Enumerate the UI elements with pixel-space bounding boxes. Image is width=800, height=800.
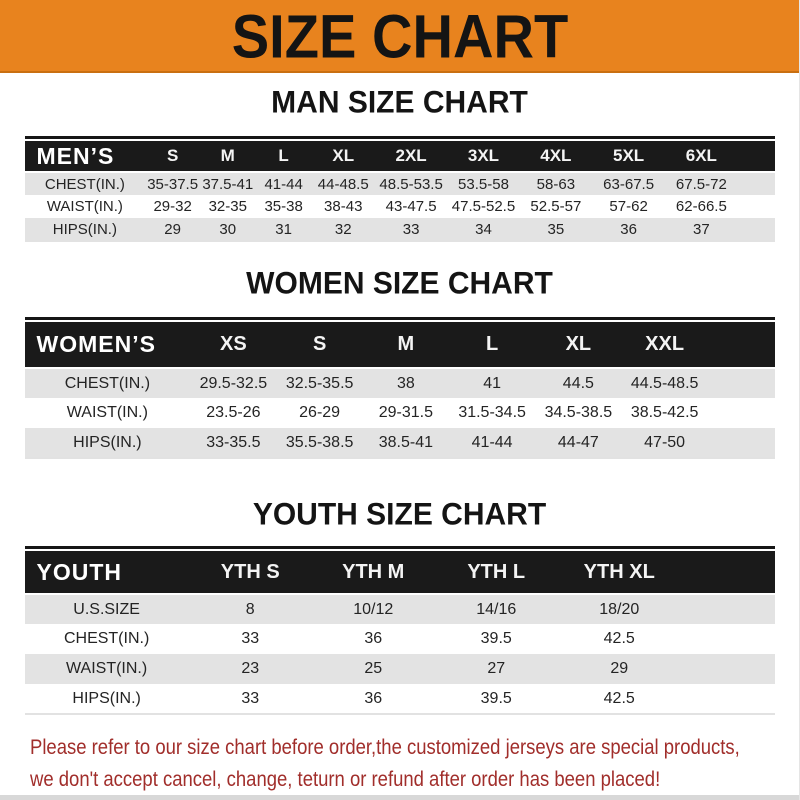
size-cell: 25 [364, 660, 383, 677]
column-header: XL [312, 141, 375, 172]
row-label: WAIST(IN.) [66, 404, 148, 421]
column-header: XXL [622, 322, 708, 368]
column-header: XS [190, 322, 276, 368]
size-cell: 35.5-38.5 [285, 433, 354, 451]
table-topline [25, 136, 775, 139]
heading-youth-size-chart: YOUTH SIZE CHART [252, 497, 547, 532]
size-cell: 30 [219, 220, 237, 238]
size-cell: 33 [241, 689, 260, 707]
women-size-table-wrap [25, 317, 775, 459]
column-header: M [200, 141, 256, 172]
size-cell: 62-66.5 [675, 198, 727, 215]
spacer-cell [708, 398, 775, 428]
spacer-cell [738, 195, 775, 218]
table-row [25, 684, 775, 714]
table-topline [25, 317, 775, 320]
bottom-strip [0, 795, 799, 800]
banner [0, 0, 799, 73]
spacer-cell [708, 368, 775, 398]
size-cell: 38.5-41 [378, 433, 433, 451]
size-cell: 48.5-53.5 [379, 175, 443, 193]
size-cell: 29 [164, 220, 181, 238]
row-label: HIPS(IN.) [73, 433, 142, 451]
size-cell: 39.5 [480, 630, 512, 647]
table-row [25, 654, 775, 684]
page-title: SIZE CHART [231, 0, 568, 71]
column-header: 4XL [519, 141, 592, 172]
size-cell: 29-31.5 [378, 404, 433, 421]
men-size-table [25, 141, 775, 242]
column-header: L [449, 322, 535, 368]
size-cell: 38.5-42.5 [630, 404, 699, 421]
size-cell: 36 [364, 630, 383, 647]
size-cell: 26-29 [299, 404, 341, 421]
heading-man-size-chart: MAN SIZE CHART [271, 85, 528, 120]
column-header: 6XL [665, 141, 738, 172]
size-cell: 44.5-48.5 [630, 374, 699, 392]
heading-women-size-chart: WOMEN SIZE CHART [246, 266, 553, 301]
table-title-cell: YOUTH [25, 551, 189, 594]
size-cell: 44-47 [557, 433, 599, 451]
spacer-cell [681, 624, 775, 654]
men-size-table-wrap [25, 136, 775, 242]
table-row [25, 428, 775, 458]
spacer-cell [708, 428, 775, 458]
footer-note [30, 732, 799, 796]
size-cell: 53.5-58 [458, 175, 509, 193]
size-cell: 8 [245, 600, 255, 618]
table-row [25, 624, 775, 654]
size-cell: 67.5-72 [675, 175, 727, 193]
size-cell: 18/20 [599, 600, 640, 618]
row-label: WAIST(IN.) [66, 660, 148, 677]
footer-line-2: we don't accept cancel, change, teturn or refund after order has been placed! [30, 768, 661, 791]
spacer-cell [681, 684, 775, 714]
size-cell: 29-32 [153, 198, 192, 215]
spacer-cell [681, 551, 775, 594]
size-cell: 33 [241, 630, 260, 647]
spacer-cell [738, 141, 775, 172]
size-cell: 63-67.5 [603, 175, 655, 193]
table-row [25, 172, 775, 195]
size-cell: 31 [275, 220, 292, 238]
size-cell: 38 [396, 374, 415, 392]
spacer-cell [708, 322, 775, 368]
size-cell: 23.5-26 [206, 404, 261, 421]
column-header: YTH S [189, 551, 312, 594]
size-cell: 37.5-41 [202, 175, 254, 193]
size-cell: 36 [364, 689, 383, 707]
size-cell: 44-48.5 [317, 175, 369, 193]
size-cell: 32-35 [208, 198, 247, 215]
size-cell: 43-47.5 [385, 198, 437, 215]
size-cell: 36 [620, 220, 637, 238]
column-header: YTH M [312, 551, 435, 594]
size-cell: 14/16 [476, 600, 517, 618]
size-cell: 41-44 [471, 433, 513, 451]
column-header: XL [535, 322, 621, 368]
size-cell: 32.5-35.5 [285, 374, 354, 392]
size-cell: 37 [693, 220, 710, 238]
size-cell: 35-37.5 [147, 175, 199, 193]
size-cell: 10/12 [353, 600, 394, 618]
size-cell: 34 [475, 220, 492, 238]
women-size-table [25, 322, 775, 459]
women-header-row [25, 322, 775, 368]
column-header: M [363, 322, 449, 368]
row-label: HIPS(IN.) [52, 220, 117, 238]
table-row [25, 195, 775, 218]
column-header: 3XL [447, 141, 519, 172]
size-cell: 42.5 [603, 630, 635, 647]
size-cell: 41-44 [264, 175, 303, 193]
table-row [25, 218, 775, 241]
size-cell: 29 [610, 660, 629, 677]
size-cell: 27 [487, 660, 506, 677]
column-header: S [145, 141, 200, 172]
youth-size-table-wrap [25, 546, 775, 715]
table-row [25, 398, 775, 428]
table-title-cell: MEN’S [25, 141, 146, 172]
row-label: HIPS(IN.) [72, 689, 141, 707]
men-header-row [25, 141, 775, 172]
column-header: 2XL [375, 141, 448, 172]
size-cell: 41 [483, 374, 502, 392]
size-cell: 52.5-57 [530, 198, 582, 215]
row-label: CHEST(IN.) [64, 374, 151, 392]
spacer-cell [681, 654, 775, 684]
size-cell: 33 [402, 220, 420, 238]
size-cell: 47-50 [644, 433, 686, 451]
table-title-cell: WOMEN’S [25, 322, 191, 368]
size-cell: 39.5 [480, 689, 512, 707]
column-header: YTH XL [558, 551, 681, 594]
table-row [25, 594, 775, 624]
size-cell: 29.5-32.5 [199, 374, 268, 392]
column-header: YTH L [435, 551, 558, 594]
spacer-cell [738, 172, 775, 195]
size-cell: 35-38 [264, 198, 303, 215]
row-label: CHEST(IN.) [44, 175, 125, 193]
row-label: U.S.SIZE [73, 600, 140, 618]
spacer-cell [681, 594, 775, 624]
size-cell: 32 [334, 220, 352, 238]
column-header: S [277, 322, 363, 368]
size-cell: 35 [547, 220, 565, 238]
size-cell: 42.5 [603, 689, 635, 707]
row-label: CHEST(IN.) [63, 630, 150, 647]
column-header: L [256, 141, 312, 172]
size-cell: 23 [241, 660, 260, 677]
size-cell: 57-62 [609, 198, 648, 215]
table-row [25, 368, 775, 398]
size-cell: 58-63 [536, 175, 576, 193]
row-label: WAIST(IN.) [46, 198, 123, 215]
footer-line-1: Please refer to our size chart before order,the customized jerseys are special products, [30, 736, 740, 759]
youth-size-table [25, 551, 775, 715]
youth-header-row [25, 551, 775, 594]
size-cell: 33-35.5 [206, 433, 261, 451]
size-cell: 31.5-34.5 [458, 404, 526, 421]
size-cell: 34.5-38.5 [544, 404, 613, 421]
table-topline [25, 546, 775, 549]
size-cell: 47.5-52.5 [451, 198, 516, 215]
column-header: 5XL [592, 141, 665, 172]
size-cell: 38-43 [324, 198, 363, 215]
size-cell: 44.5 [562, 374, 594, 392]
spacer-cell [738, 218, 775, 241]
